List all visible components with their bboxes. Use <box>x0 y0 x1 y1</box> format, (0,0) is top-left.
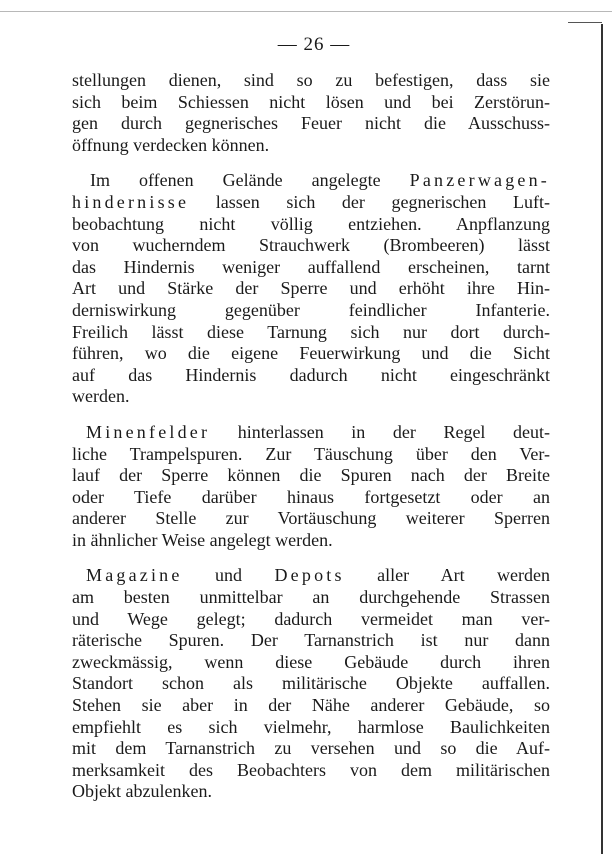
text-line: und Wege gelegt; dadurch vermeidet man ver- <box>72 608 550 629</box>
text-line: am besten unmittelbar an durchgehende Strassen <box>72 587 550 608</box>
text-line: Objekt abzulenken. <box>72 781 212 802</box>
paragraph-4 <box>72 565 550 587</box>
page-edge <box>601 24 603 854</box>
page-number: — 26 — <box>277 34 351 55</box>
text-line: räterische Spuren. Der Tarnanstrich ist nur dann <box>72 630 550 651</box>
text-line: zweckmässig, wenn diese Gebäude durch ihren <box>72 651 550 672</box>
text-line: öffnung verdecken können. <box>72 134 270 155</box>
text-line: derniswirkung gegenüber feindlicher Infanterie. <box>72 299 550 320</box>
text-line: Stehen sie aber in der Nähe anderer Gebäude, so <box>72 695 550 716</box>
text-line: Freilich lässt diese Tarnung sich nur dort durch- <box>72 321 550 342</box>
text-line: das Hindernis weniger auffallend erscheinen, tarnt <box>72 256 550 277</box>
text-line: Magazine und Depots aller Art werden <box>86 565 550 586</box>
text-line: führen, wo die eigene Feuerwirkung und die Sicht <box>72 343 550 364</box>
text-line: Minenfelder hinterlassen in der Regel deut- <box>86 421 550 442</box>
text-line: auf das Hindernis dadurch nicht eingeschränkt <box>72 364 550 385</box>
paragraph-4-body <box>72 587 550 803</box>
text-line: liche Trampelspuren. Zur Täuschung über den Ver- <box>72 443 550 464</box>
text-line: in ähnlicher Weise angelegt werden. <box>72 529 333 550</box>
text-line: lauf der Sperre können die Spuren nach der Breite <box>72 465 550 486</box>
text-line: Standort schon als militärische Objekte auffallen. <box>72 673 550 694</box>
text-line: merksamkeit des Beobachters von dem militärischen <box>72 759 550 780</box>
paragraph-2 <box>72 170 550 192</box>
text-line: von wucherndem Strauchwerk (Brombeeren) lässt <box>72 235 550 256</box>
text-line: sich beim Schiessen nicht lösen und bei Zerstörun- <box>72 91 550 112</box>
paragraph-2-body <box>72 192 550 408</box>
text-line: Im offenen Gelände angelegte Panzerwagen- <box>90 170 550 191</box>
paragraph-3 <box>72 422 550 444</box>
text-line: stellungen dienen, sind so zu befestigen, dass sie <box>72 70 550 90</box>
paragraph-1 <box>72 70 550 156</box>
text-line: werden. <box>72 386 130 407</box>
top-rule <box>0 11 612 12</box>
corner-mark <box>568 22 602 23</box>
text-line: Art und Stärke der Sperre und erhöht ihre Hin- <box>72 278 550 299</box>
paragraph-3-body <box>72 444 550 552</box>
text-line: oder Tiefe darüber hinaus fortgesetzt oder an <box>72 486 550 507</box>
page-body <box>72 70 550 817</box>
text-line: beobachtung nicht völlig entziehen. Anpflanzung <box>72 213 550 234</box>
text-line: gen durch gegnerisches Feuer nicht die Ausschuss- <box>72 113 550 134</box>
text-line: anderer Stelle zur Vortäuschung weiterer Sperren <box>72 508 550 529</box>
text-line: hindernisse lassen sich der gegnerischen Luft- <box>72 191 550 212</box>
text-line: mit dem Tarnanstrich zu versehen und so die Auf- <box>72 738 550 759</box>
text-line: empfiehlt es sich vielmehr, harmlose Baulichkeiten <box>72 716 550 737</box>
